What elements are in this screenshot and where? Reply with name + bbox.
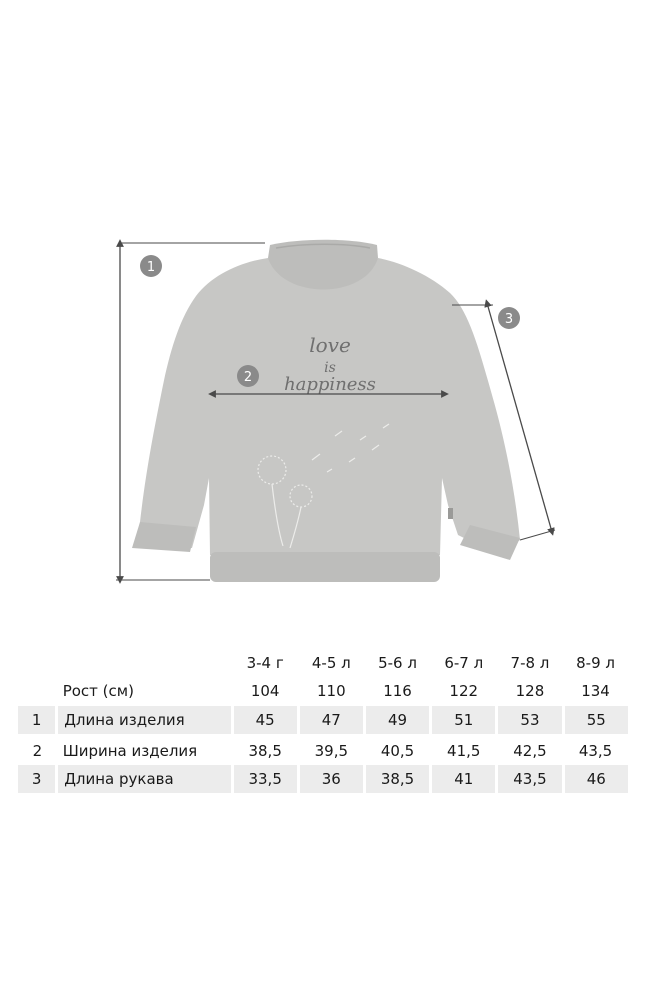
- sweatshirt-body: [138, 258, 520, 555]
- print-line-3: happiness: [284, 374, 376, 395]
- header-empty-num: [18, 650, 57, 676]
- table-cell: 43,5: [578, 742, 613, 760]
- svg-text:3: 3: [504, 312, 514, 327]
- row-number: 3: [18, 765, 57, 795]
- sweatshirt-illustration: [132, 240, 520, 582]
- print-line-2: is: [324, 360, 336, 376]
- size-chart-table: [18, 650, 628, 796]
- row-label: Длина рукава: [57, 765, 232, 795]
- size-header: 4-5 л: [311, 654, 351, 672]
- row-number: [18, 676, 57, 706]
- size-header: 8-9 л: [576, 654, 615, 672]
- row-label: Длина изделия: [57, 706, 232, 736]
- table-row: [18, 706, 628, 736]
- table-cell: 38,5: [248, 742, 282, 760]
- table-cell: 39,5: [314, 742, 349, 760]
- size-header: 3-4 г: [246, 654, 284, 672]
- marker-3: [498, 307, 520, 329]
- row-label: Рост (см): [62, 682, 134, 700]
- table-cell: 33,5: [232, 765, 298, 795]
- row-number: 2: [32, 742, 43, 760]
- header-empty-label: [57, 650, 232, 676]
- row-label: Ширина изделия: [62, 742, 198, 760]
- table-cell: 122: [449, 682, 479, 700]
- table-cell: 46: [563, 765, 628, 795]
- table-cell: 45: [232, 706, 298, 736]
- table-row: [18, 765, 628, 795]
- table-cell: 110: [316, 682, 346, 700]
- table-cell: 104: [250, 682, 280, 700]
- table-cell: 43,5: [497, 765, 563, 795]
- height-row: [18, 676, 628, 706]
- table-cell: 116: [383, 682, 412, 700]
- table-cell: 41,5: [447, 742, 481, 760]
- table-cell: 40,5: [380, 742, 415, 760]
- table-cell: 49: [364, 706, 430, 736]
- marker-1: [140, 255, 162, 277]
- left-cuff: [132, 522, 196, 552]
- size-header-row: [18, 650, 628, 676]
- marker-2: [237, 365, 259, 387]
- table-cell: 134: [581, 682, 610, 700]
- table-cell: 41: [431, 765, 497, 795]
- table-cell: 42,5: [513, 742, 547, 760]
- print-line-1: love: [309, 333, 351, 357]
- table-cell: 47: [298, 706, 364, 736]
- svg-text:1: 1: [146, 260, 156, 275]
- table-row: [18, 736, 628, 766]
- table-cell: 53: [497, 706, 563, 736]
- table-cell: 36: [298, 765, 364, 795]
- svg-text:2: 2: [243, 370, 253, 385]
- row-number: 1: [18, 706, 57, 736]
- size-header: 6-7 л: [444, 654, 484, 672]
- sleeve-guide-bottom: [520, 530, 555, 540]
- size-header: 5-6 л: [378, 654, 417, 672]
- table-cell: 128: [515, 682, 545, 700]
- table-cell: 55: [563, 706, 628, 736]
- size-header: 7-8 л: [510, 654, 550, 672]
- waistband: [210, 552, 440, 582]
- side-tag: [448, 508, 453, 519]
- table-cell: 51: [431, 706, 497, 736]
- table-cell: 38,5: [364, 765, 430, 795]
